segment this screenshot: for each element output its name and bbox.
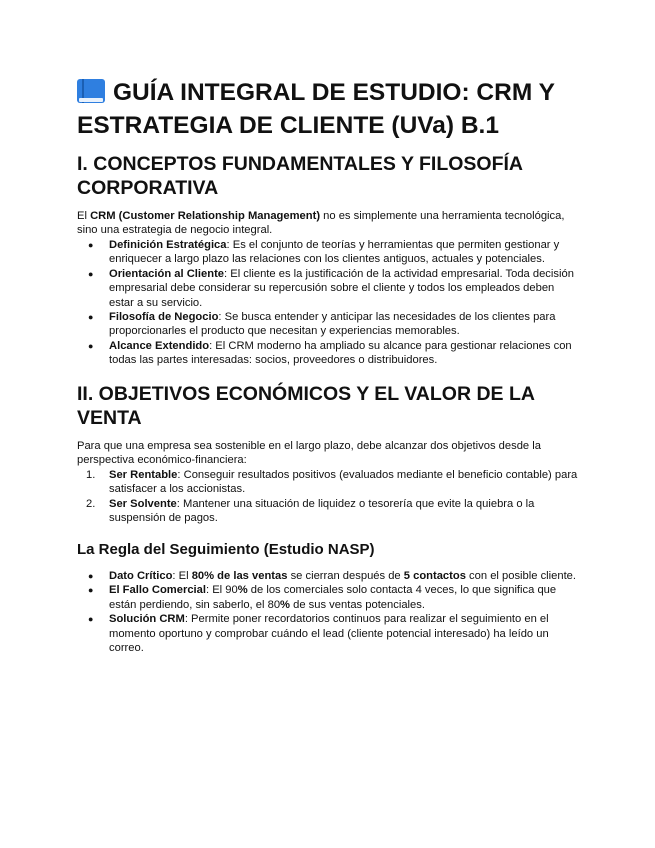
list-item: ● Definición Estratégica: Es el conjunto de teorías y herramientas que permiten gestionar y enriquecer a largo plazo las relaciones con los clientes antiguos, actuales y potenciales. (88, 239, 560, 266)
section1-heading: I. CONCEPTOS FUNDAMENTALES Y FILOSOFÍA CORPORATIVA (77, 153, 523, 199)
section2-list (77, 468, 582, 526)
list-item: ● Alcance Extendido: El CRM moderno ha ampliado su alcance para gestionar relaciones con todas las partes interesadas: socios, proveedores o distribuidores. (88, 339, 572, 367)
document-title (77, 76, 582, 142)
section2-intro: Para que una empresa sea sostenible en el largo plazo, debe alcanzar dos objetivos desde la perspectiva económico-financiera: (77, 440, 541, 467)
list-item: ● El Fallo Comercial: El 90% de los comerciales solo contacta 4 veces, lo que significa que están perdiendo, sin saberlo, el 80% de sus ventas potenciales. (88, 584, 557, 611)
list-item: ● Filosofía de Negocio: Se busca entender y anticipar las necesidades de los clientes para proporcionarles el producto que necesitan y experiencias memorables. (88, 311, 556, 338)
subsection-heading: La Regla del Seguimiento (Estudio NASP) (77, 541, 375, 558)
list-item: 2. Ser Solvente: Mantener una situación de liquidez o tesorería que evite la quiebra o la suspensión de pagos. (86, 497, 535, 525)
blue-book-icon (77, 79, 105, 103)
section1-intro: El CRM (Customer Relationship Management) no es simplemente una herramienta tecnológica, sino una estrategia de negocio integral. (77, 210, 565, 237)
list-item: ● Orientación al Cliente: El cliente es la justificación de la actividad empresarial. Toda decisión empresarial debe considerar su repercusión sobre el cliente y todos los empleados deben estar a su servicio. (88, 267, 574, 309)
section1-list (77, 238, 582, 368)
document-title-text: GUÍA INTEGRAL DE ESTUDIO: CRM Y ESTRATEGIA DE CLIENTE (UVa) B.1 (77, 79, 555, 139)
list-item: ● Solución CRM: Permite poner recordatorios continuos para realizar el seguimiento en el momento oportuno y comprobar cuándo el lead (cliente potencial interesado) ha leído un correo. (88, 613, 549, 655)
subsection-list (77, 569, 582, 655)
section2-heading: II. OBJETIVOS ECONÓMICOS Y EL VALOR DE LA VENTA (77, 383, 535, 429)
list-item: 1. Ser Rentable: Conseguir resultados positivos (evaluados mediante el beneficio contable) para satisfacer a los accionistas. (86, 469, 578, 496)
list-item: ● Dato Crítico: El 80% de las ventas se cierran después de 5 contactos con el posible cliente. (88, 570, 577, 582)
